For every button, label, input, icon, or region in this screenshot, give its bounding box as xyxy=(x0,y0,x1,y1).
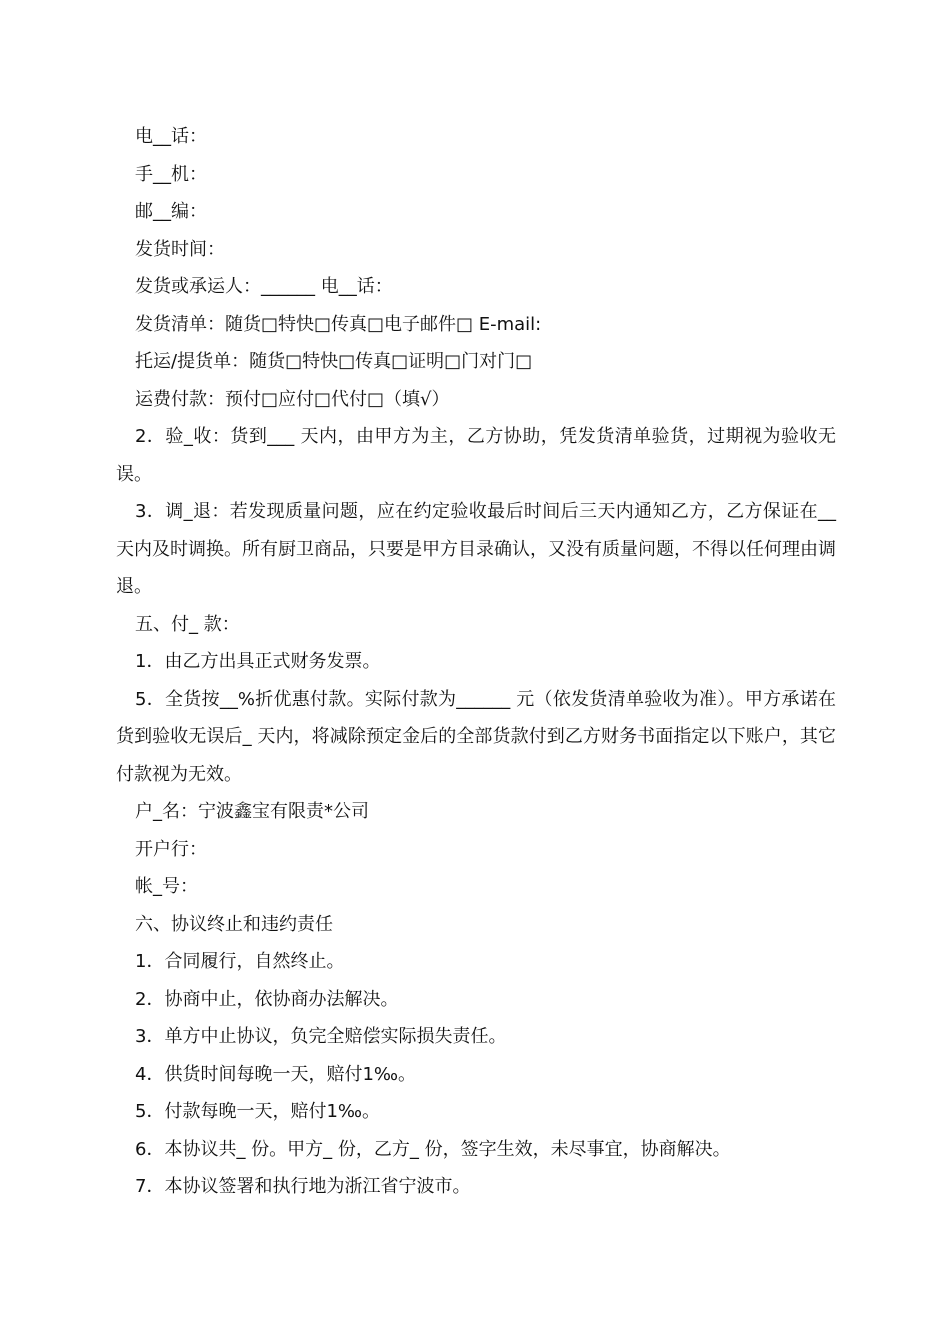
delivery-time-line: 发货时间： xyxy=(135,238,225,260)
section-payment-heading: 五、付_ 款： xyxy=(135,613,240,635)
clause-full-payment: 5．全货按__%折优惠付款。实际付款为______ 元（依发货清单验收为准）。甲方承诺在货到验收无误后_ 天内，将减除预定金后的全部货款付到乙方财务书面指定以下账户，其它付款视为无效。 xyxy=(116,688,836,785)
clause-termination-5: 5．付款每晚一天，赔付1‰。 xyxy=(135,1101,381,1122)
shipping-list-line: 发货清单：随货□特快□传真□电子邮件□ E-mail: xyxy=(135,313,542,335)
account-number-line: 帐_号： xyxy=(135,876,198,897)
clause-termination-7: 7．本协议签署和执行地为浙江省宁波市。 xyxy=(135,1176,471,1197)
document-body xyxy=(116,118,842,1206)
clause-invoice: 1．由乙方出具正式财务发票。 xyxy=(135,651,381,672)
contact-phone-line: 电__话： xyxy=(135,126,207,147)
clause-termination-2: 2．协商中止，依协商办法解决。 xyxy=(135,988,399,1010)
section-termination-heading: 六、协议终止和违约责任 xyxy=(135,913,333,935)
contact-postcode-line: 邮__编： xyxy=(135,201,207,222)
clause-termination-3: 3．单方中止协议，负完全赔偿实际损失责任。 xyxy=(135,1026,507,1047)
account-name-line: 户_名：宁波鑫宝有限责*公司 xyxy=(135,801,369,822)
clause-termination-1: 1．合同履行，自然终止。 xyxy=(135,951,345,972)
clause-return: 3．调_退：若发现质量问题，应在约定验收最后时间后三天内通知乙方，乙方保证在__ 天内及时调换。所有厨卫商品，只要是甲方目录确认，又没有质量问题，不得以任何理由调退。 xyxy=(116,501,842,597)
contact-mobile-line: 手__机： xyxy=(135,163,207,185)
clause-inspection: 2．验_收：货到___ 天内，由甲方为主，乙方协助，凭发货清单验货，过期视为验收无误。 xyxy=(116,426,836,485)
clause-termination-6: 6．本协议共_ 份。甲方_ 份，乙方_ 份，签字生效，未尽事宜，协商解决。 xyxy=(135,1138,731,1160)
shipper-line: 发货或承运人：______ 电__话： xyxy=(135,276,393,297)
bank-line: 开户行： xyxy=(135,838,207,860)
freight-payment-line: 运费付款：预付□应付□代付□（填√） xyxy=(135,388,450,410)
consignment-line: 托运/提货单：随货□特快□传真□证明□门对门□ xyxy=(135,351,533,372)
clause-termination-4: 4．供货时间每晚一天，赔付1‰。 xyxy=(135,1063,417,1085)
